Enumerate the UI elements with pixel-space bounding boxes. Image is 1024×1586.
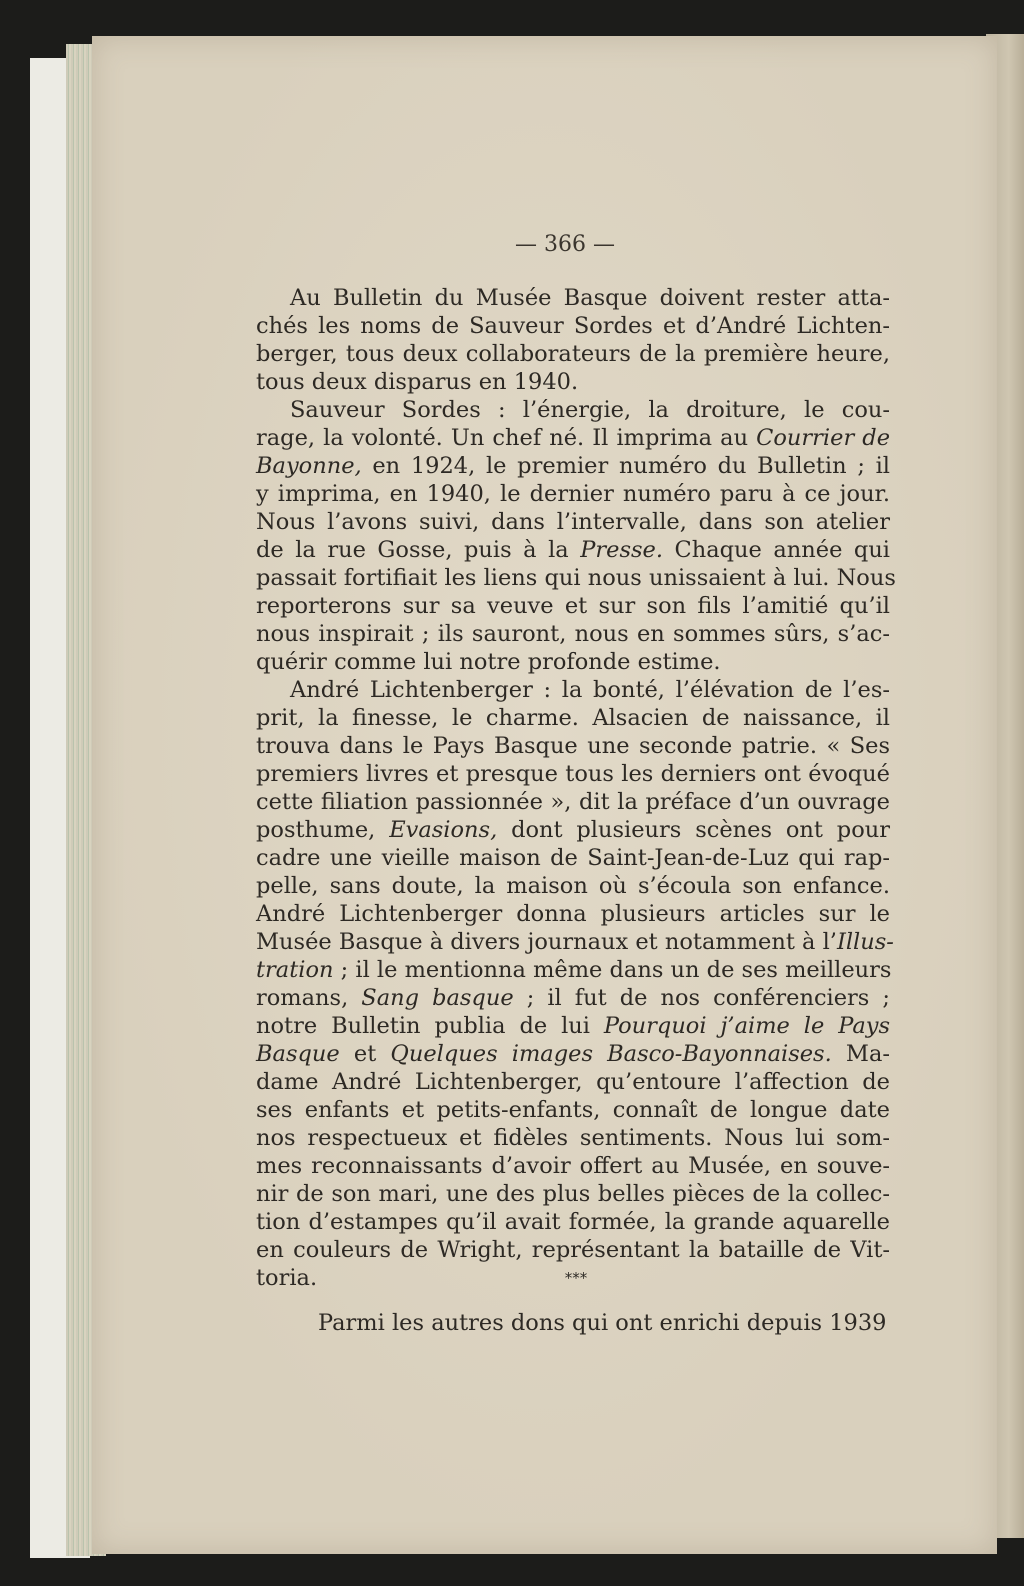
text-line: [256, 537, 890, 564]
text-line: [256, 1041, 890, 1068]
text-line: cadre une vieille maison de Saint-Jean-de-Luz qui rap-: [256, 845, 890, 871]
text-span: rage, la volonté. Un chef né. Il imprima au: [256, 425, 757, 451]
text-line: [256, 985, 890, 1012]
text-line: nir de son mari, une des plus belles pièces de la collec-: [256, 1181, 890, 1207]
text-line: reporterons sur sa veuve et sur son fils l’amitié qu’il: [256, 593, 890, 619]
text-span: Musée Basque à divers journaux et notamment à l’: [256, 929, 837, 955]
text-line: quérir comme lui notre profonde estime.: [256, 649, 721, 675]
text-line: [256, 929, 894, 956]
italic-title: tration: [256, 957, 334, 983]
italic-title: Quelques images Basco-Bayonnaises.: [390, 1041, 832, 1067]
text-span: en 1924, le premier numéro du Bulletin ; il: [361, 453, 890, 479]
text-line: Nous l’avons suivi, dans l’intervalle, dans son atelier: [256, 509, 890, 535]
text-line: tion d’estampes qu’il avait formée, la grande aquarelle: [256, 1209, 890, 1235]
text-line: nous inspirait ; ils sauront, nous en sommes sûrs, s’ac-: [256, 621, 890, 647]
italic-title: Presse.: [580, 537, 664, 563]
text-span: ; il le mentionna même dans un de ses meilleurs: [333, 957, 892, 983]
section-separator: ***: [564, 1269, 588, 1287]
italic-title: Sang basque: [361, 985, 514, 1011]
text-line: André Lichtenberger donna plusieurs articles sur le: [256, 901, 890, 927]
text-line: en couleurs de Wright, représentant la bataille de Vit-: [256, 1237, 890, 1263]
text-line: y imprima, en 1940, le dernier numéro paru à ce jour.: [256, 481, 890, 507]
text-span: de la rue Gosse, puis à la: [256, 537, 581, 563]
text-line: [256, 425, 890, 452]
text-line: Parmi les autres dons qui ont enrichi depuis 1939: [318, 1310, 887, 1336]
italic-title: Pourquoi j’aime le Pays: [603, 1013, 890, 1039]
text-line: [256, 453, 890, 480]
text-line: [256, 957, 890, 984]
text-line: trouva dans le Pays Basque une seconde patrie. « Ses: [256, 733, 890, 759]
text-line: ses enfants et petits-enfants, connaît de longue date: [256, 1097, 890, 1123]
text-line: [256, 817, 890, 844]
page-number: — 366 —: [515, 232, 615, 257]
text-span: Chaque année qui: [663, 537, 891, 563]
text-line: chés les noms de Sauveur Sordes et d’André Lichten-: [256, 313, 890, 339]
text-line: mes reconnaissants d’avoir offert au Musée, en souve-: [256, 1153, 890, 1179]
italic-title: Courrier de: [756, 425, 891, 451]
text-line: pelle, sans doute, la maison où s’écoula son enfance.: [256, 873, 890, 899]
text-line: premiers livres et presque tous les derniers ont évoqué: [256, 761, 890, 787]
text-line: Au Bulletin du Musée Basque doivent rester atta-: [290, 285, 890, 311]
text-line: dame André Lichtenberger, qu’entoure l’affection de: [256, 1069, 890, 1095]
text-span: et: [339, 1041, 391, 1067]
text-span: ; il fut de nos conférenciers ;: [513, 985, 890, 1011]
text-line: prit, la finesse, le charme. Alsacien de naissance, il: [256, 705, 890, 731]
text-line: [256, 1013, 890, 1040]
text-line: Sauveur Sordes : l’énergie, la droiture, le cou-: [290, 397, 890, 423]
text-line: nos respectueux et fidèles sentiments. Nous lui som-: [256, 1125, 890, 1151]
text-span: Ma-: [831, 1041, 890, 1067]
text-line: cette filiation passionnée », dit la préface d’un ouvrage: [256, 789, 890, 815]
text-span: notre Bulletin publia de lui: [256, 1013, 604, 1039]
text-span: romans,: [256, 985, 362, 1011]
text-line: tous deux disparus en 1940.: [256, 369, 579, 395]
text-span: posthume,: [256, 817, 390, 843]
text-span: dont plusieurs scènes ont pour: [497, 817, 890, 843]
text-line: berger, tous deux collaborateurs de la première heure,: [256, 341, 890, 367]
italic-title: Illus-: [836, 929, 894, 955]
italic-title: Bayonne,: [256, 453, 362, 479]
italic-title: Evasions,: [389, 817, 498, 843]
italic-title: Basque: [256, 1041, 340, 1067]
text-line: passait fortifiait les liens qui nous unissaient à lui. Nous: [256, 565, 896, 591]
text-line: toria.: [256, 1265, 318, 1291]
text-line: André Lichtenberger : la bonté, l’élévation de l’es-: [290, 677, 890, 703]
